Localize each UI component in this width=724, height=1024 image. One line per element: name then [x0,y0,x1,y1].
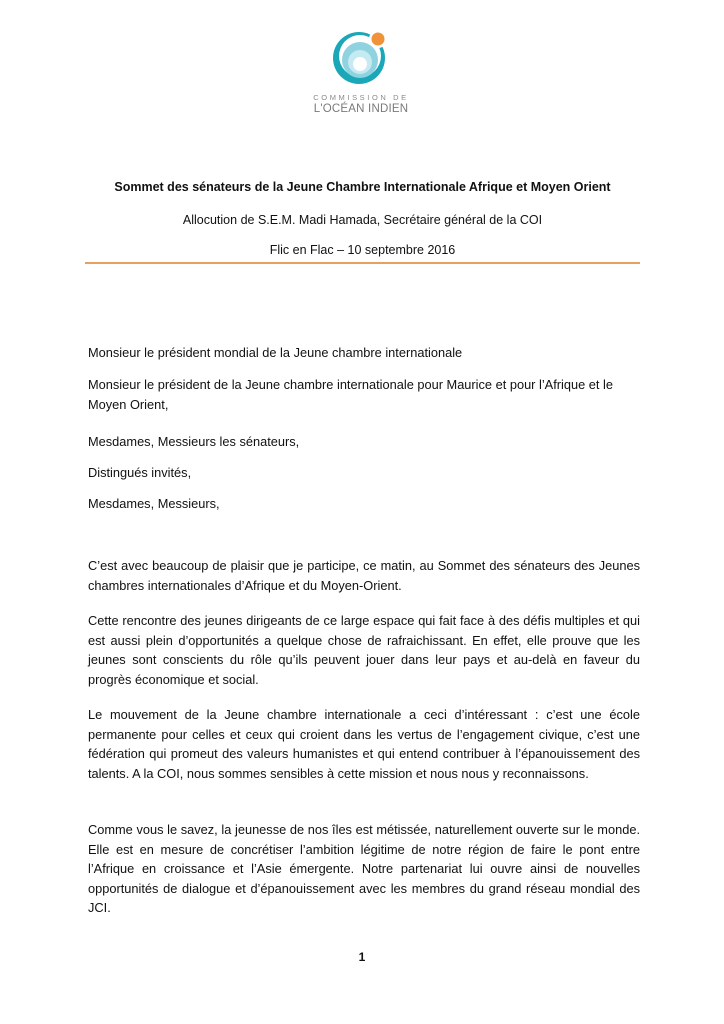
logo-text-commission: COMMISSION DE [313,93,409,102]
body-paragraph: Cette rencontre des jeunes dirigeants de ce large espace qui fait face à des défis multiples et qui est aussi plein d’opportunités a quelque chose de rafraichissant. En effet, elle prouve que les jeunes sont conscients du rôle qu’ils peuvent jouer dans leur pays et au-delà en faveur du progrès économique et social. [88,613,640,687]
document-dateline: Flic en Flac – 10 septembre 2016 [269,243,456,257]
document-title: Sommet des sénateurs de la Jeune Chambre Internationale Afrique et Moyen Orient [114,180,611,194]
header-divider [85,262,640,264]
coi-logo [305,25,417,125]
logo-text-ocean-indien: L'OCÉAN INDIEN [313,103,409,115]
coi-logo-icon [329,25,393,87]
document-subtitle: Allocution de S.E.M. Madi Hamada, Secrétaire général de la COI [182,213,543,227]
body-paragraph: Le mouvement de la Jeune chambre internationale a ceci d’intéressant : c’est une école permanente pour celles et ceux qui croient dans les vertus de l’engagement civique, c’est une fédération qui promeut des valeurs humanistes et qui entend contribuer à l’épanouissement des talents. A la COI, nous sommes sensibles à cette mission et nous nous y reconnaissons. [88,707,640,781]
salutation-line: Distingués invités, [88,465,192,480]
salutation-line: Mesdames, Messieurs les sénateurs, [88,434,300,449]
salutation-line: Monsieur le président mondial de la Jeune chambre internationale [88,345,463,360]
page-number: 1 [358,950,366,964]
body-paragraph: C’est avec beaucoup de plaisir que je participe, ce matin, au Sommet des sénateurs des Jeunes chambres internationales d’Afrique et du Moyen-Orient. [88,558,640,593]
salutation-line: Monsieur le président de la Jeune chambre internationale pour Maurice et pour l’Afrique et le Moyen Orient, [88,377,613,412]
salutation-line: Mesdames, Messieurs, [88,496,220,511]
body-paragraph: Comme vous le savez, la jeunesse de nos îles est métissée, naturellement ouverte sur le monde. Elle est en mesure de concrétiser l’ambition légitime de notre région de faire le pont entre l’Afrique en croissance et l’Asie émergente. Notre partenariat lui ouvre ainsi de nouvelles opportunités de dialogue et d’épanouissement avec les membres du grand réseau mondial des JCI. [88,822,640,915]
